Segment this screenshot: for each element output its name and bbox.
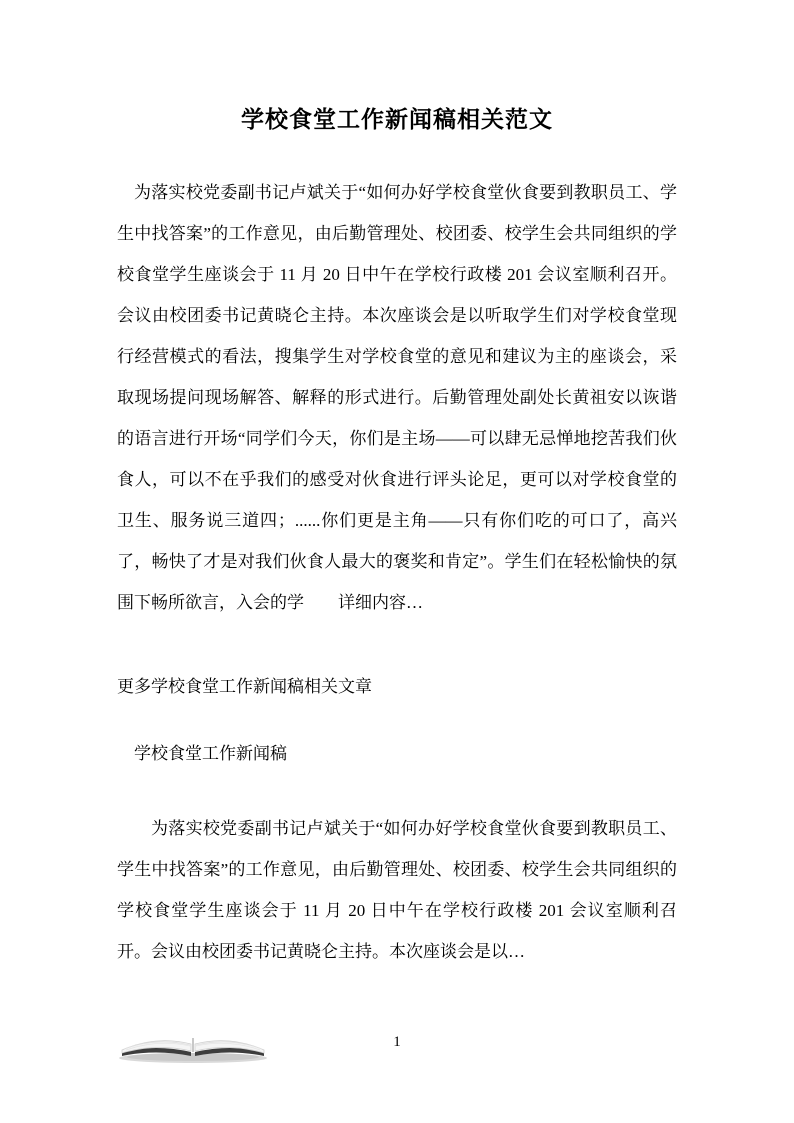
page-number: 1 xyxy=(393,1034,401,1050)
more-articles-heading: 更多学校食堂工作新闻稿相关文章 xyxy=(117,677,372,696)
paragraph-1: 为落实校党委副书记卢斌关于“如何办好学校食堂伙食要到教职员工、学生中找答案”的工作意见，由后勤管理处、校团委、校学生会共同组织的学校食堂学生座谈会于 11 月 20 日中午在学校行政楼 201 会议室顺利召开。会议由校团委书记黄晓仑主持。本次座谈会是以听取学生们对学校食堂现行经营模式的看法，搜集学生对学校食堂的意见和建议为主的座谈会，采取现场提问现场解答、解释的形式进行。后勤管理处副处长黄祖安以诙谐的语言进行开场“同学们今天，你们是主场——可以肆无忌惮地挖苦我们伙食人，可以不在乎我们的感受对伙食进行评头论足，更可以对学校食堂的卫生、服务说三道四；......你们更是主角——只有你们吃的可口了，高兴了，畅快了才是对我们伙食人最大的褒奖和肯定”。学生们在轻松愉快的氛围下畅所欲言，入会的学 详细内容… xyxy=(117,183,677,612)
related-article-item: 学校食堂工作新闻稿 xyxy=(134,744,287,763)
paragraph-2: 为落实校党委副书记卢斌关于“如何办好学校食堂伙食要到教职员工、学生中找答案”的工作意见，由后勤管理处、校团委、校学生会共同组织的学校食堂学生座谈会于 11 月 20 日中午在学校行政楼 201 会议室顺利召开。会议由校团委书记黄晓仑主持。本次座谈会是以… xyxy=(117,819,677,961)
document-title: 学校食堂工作新闻稿相关范文 xyxy=(241,107,553,132)
